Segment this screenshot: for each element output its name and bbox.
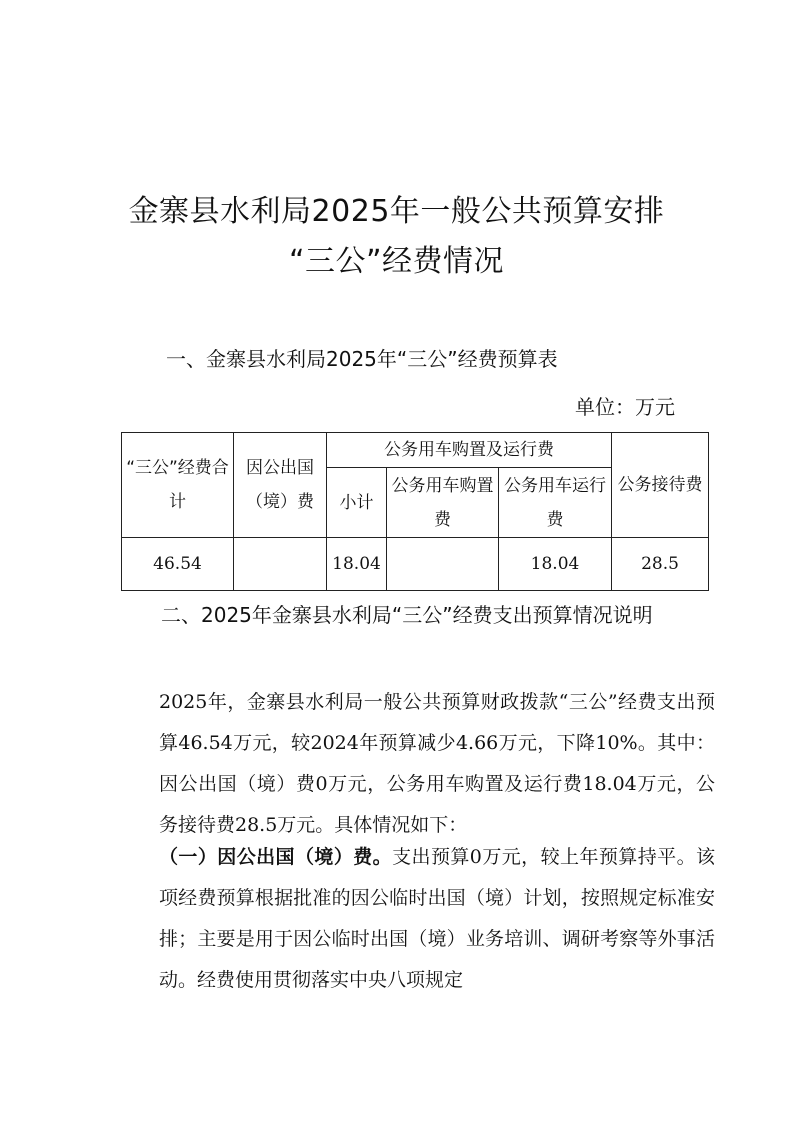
cell-reception: 28.5: [612, 538, 709, 591]
paragraph-abroad-body: 支出预算0万元，较上年预算持平。该项经费预算根据批准的因公临时出国（境）计划，按照规定标准安排；主要是用于因公临时出国（境）业务培训、调研考察等外事活动。经费使用贯彻落实中央八项规定: [159, 846, 715, 991]
header-subtotal: 小计: [327, 468, 387, 538]
paragraph-abroad: [121, 837, 715, 1001]
budget-table: [121, 432, 709, 591]
unit-label: 单位：万元: [575, 395, 675, 419]
header-total: “三公”经费合计: [122, 433, 234, 538]
section2-heading: [121, 594, 677, 636]
cell-operation: 18.04: [499, 538, 612, 591]
cell-purchase: [387, 538, 499, 591]
cell-subtotal: 18.04: [327, 538, 387, 591]
header-purchase: 公务用车购置费: [387, 468, 499, 538]
section2-heading-text: 二、2025年金寨县水利局“三公”经费支出预算情况说明: [161, 603, 653, 627]
paragraph-overview: 2025年，金寨县水利局一般公共预算财政拨款“三公”经费支出预算46.54万元，较2024年预算减少4.66万元，下降10%。其中：因公出国（境）费0万元，公务用车购置及运行费18.04万元，公务接待费28.5万元。具体情况如下：: [159, 691, 715, 836]
header-vehicle-group: 公务用车购置及运行费: [327, 433, 612, 468]
header-reception: 公务接待费: [612, 433, 709, 538]
cell-total: 46.54: [122, 538, 234, 591]
paragraph-abroad-lead: （一）因公出国（境）费。: [159, 846, 393, 868]
document-title-line1: 金寨县水利局2025年一般公共预算安排: [128, 194, 665, 229]
cell-abroad: [234, 538, 327, 591]
section1-heading: 一、金寨县水利局2025年“三公”经费预算表: [166, 347, 558, 371]
document-title-line2: “三公”经费情况: [288, 244, 505, 279]
header-abroad: 因公出国（境）费: [234, 433, 327, 538]
header-operation: 公务用车运行费: [499, 468, 612, 538]
